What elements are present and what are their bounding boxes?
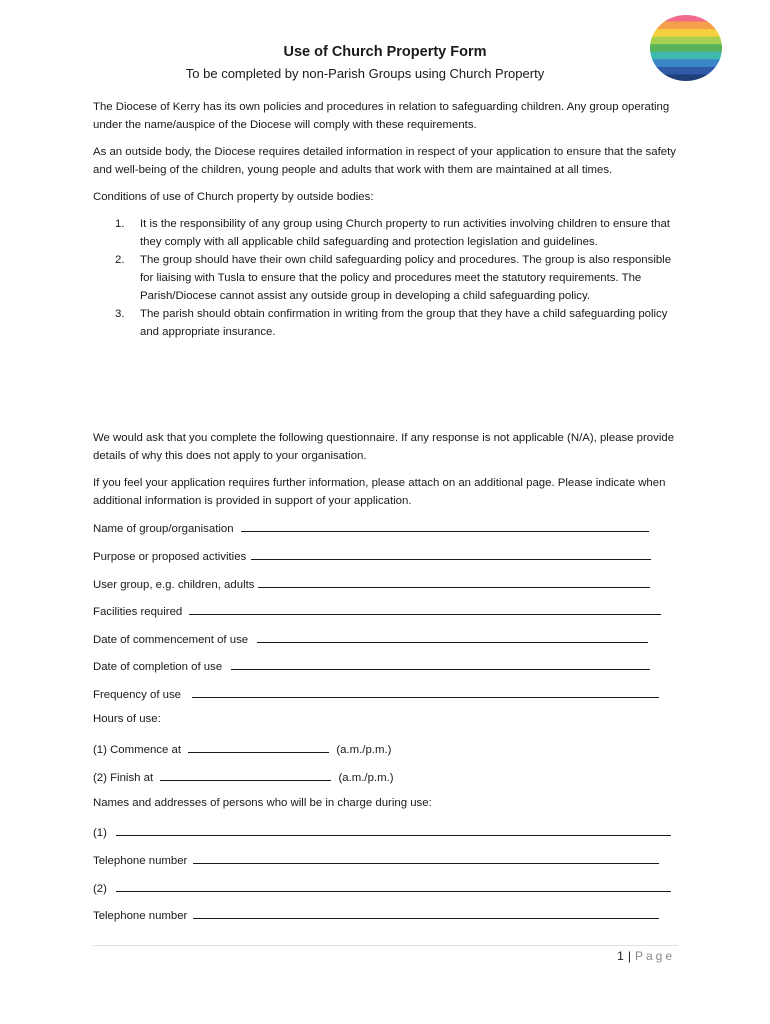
persons-heading-row [93,797,432,809]
questionnaire-paragraph-1: We would ask that you complete the following questionnaire. If any response is not applicable (N/A), please provide details of why this does not apply to your organisation. [93,432,675,462]
condition-item [93,251,678,305]
facilities-label: Facilities required [93,606,183,618]
telephone-2-field[interactable] [193,907,659,919]
commencement-label: Date of commencement of use [93,634,249,646]
page-number: 1 [617,949,624,963]
person-1-field[interactable] [116,824,671,836]
page-word: Page [634,949,675,963]
logo-stripe [649,14,723,22]
commencement-row [93,631,648,646]
condition-text: It is the responsibility of any group using Church property to run activities involving children to ensure that they comply with all applicable child safeguarding and protection legislation and guidelines. [140,218,670,248]
condition-number: 1. [115,218,125,230]
footer-separator: | [627,949,631,963]
condition-number: 3. [115,308,125,320]
condition-item [93,305,678,341]
user-group-field[interactable] [258,576,650,588]
commence-at-label: (1) Commence at [93,744,181,756]
page-title: Use of Church Property Form [283,44,487,60]
group-name-label: Name of group/organisation [93,523,234,535]
group-name-row [93,520,649,535]
page-footer [617,949,675,963]
user-group-row [93,576,650,591]
commence-at-field[interactable] [188,741,329,753]
frequency-row [93,686,659,701]
persons-label: Names and addresses of persons who will be in charge during use: [93,797,432,809]
purpose-label: Purpose or proposed activities [93,551,247,563]
person-2-label: (2) [93,883,107,895]
completion-row [93,658,650,673]
telephone-1-field[interactable] [193,852,659,864]
telephone-2-row [93,907,659,922]
conditions-list [93,215,678,341]
commencement-field[interactable] [257,631,648,643]
person-2-row [93,880,671,895]
condition-text: The group should have their own child safeguarding policy and procedures. The group is also responsible for liaising with Tusla to ensure that the policy and procedures meet the statutory requirements. The Parish/Diocese cannot assist any outside group in developing a child safeguarding policy. [140,254,672,302]
finish-ampm-label: (a.m./p.m.) [338,772,394,784]
intro-paragraph-2: As an outside body, the Diocese requires detailed information in respect of your application to ensure that the safety and well-being of the children, young people and adults that work with them are maintained at all times. [93,146,676,176]
questionnaire-intro [93,429,678,519]
user-group-label: User group, e.g. children, adults [93,579,255,591]
person-1-label: (1) [93,827,107,839]
conditions-heading: Conditions of use of Church property by outside bodies: [93,191,374,203]
page-subtitle: To be completed by non-Parish Groups using Church Property [185,66,545,81]
condition-item [93,215,678,251]
finish-at-label: (2) Finish at [93,772,154,784]
group-name-field[interactable] [241,520,649,532]
facilities-row [93,603,661,618]
finish-at-field[interactable] [160,769,331,781]
hours-label: Hours of use: [93,713,161,725]
logo-stripe [649,22,723,30]
completion-field[interactable] [231,658,650,670]
telephone-1-row [93,852,659,867]
hours-heading-row [93,713,161,725]
finish-at-row [93,769,394,784]
person-2-field[interactable] [116,880,671,892]
commence-ampm-label: (a.m./p.m.) [336,744,392,756]
condition-number: 2. [115,254,125,266]
intro-section [93,98,678,341]
frequency-field[interactable] [192,686,659,698]
condition-text: The parish should obtain confirmation in writing from the group that they have a child safeguarding policy and appropriate insurance. [140,308,668,338]
facilities-field[interactable] [189,603,661,615]
questionnaire-paragraph-2: If you feel your application requires further information, please attach on an additional page. Please indicate when additional information is provided in support of your application. [93,477,666,507]
person-1-row [93,824,671,839]
completion-label: Date of completion of use [93,661,223,673]
purpose-row [93,548,651,563]
logo-stripe [649,29,723,37]
frequency-label: Frequency of use [93,689,182,701]
telephone-1-label: Telephone number [93,855,188,867]
purpose-field[interactable] [251,548,651,560]
commence-at-row [93,741,391,756]
intro-paragraph-1: The Diocese of Kerry has its own policies and procedures in relation to safeguarding children. Any group operating under the name/auspice of the Diocese will comply with these requirements. [93,101,670,131]
footer-divider [93,945,678,946]
telephone-2-label: Telephone number [93,910,188,922]
